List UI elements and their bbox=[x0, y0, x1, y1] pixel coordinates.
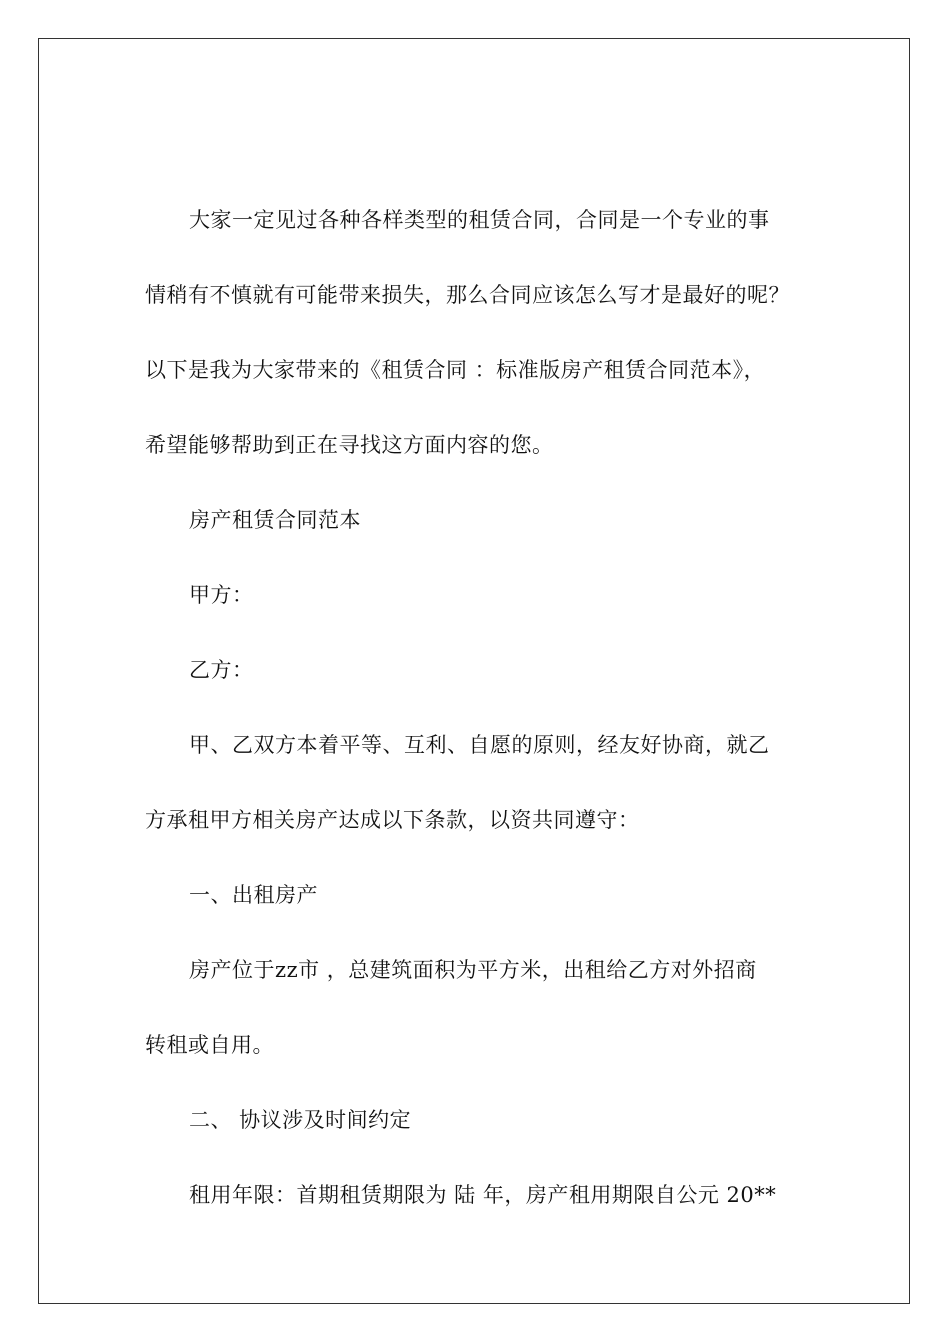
party-a-label: 甲方： bbox=[189, 583, 254, 607]
preamble-line-2: 方承租甲方相关房产达成以下条款，以资共同遵守： bbox=[145, 808, 640, 832]
contract-title: 房产租赁合同范本 bbox=[189, 508, 361, 532]
paragraph-intro-line-2: 情稍有不慎就有可能带来损失，那么合同应该怎么写才是最好的呢？ bbox=[145, 283, 790, 307]
section-heading-1: 一、出租房产 bbox=[189, 883, 318, 907]
party-b-label: 乙方： bbox=[189, 658, 254, 682]
section-2-line-1: 租用年限：首期租赁期限为 陆 年，房产租用期限自公元 20** bbox=[189, 1183, 777, 1207]
paragraph-intro-line-3: 以下是我为大家带来的《租赁合同 ：标准版房产租赁合同范本》， bbox=[145, 358, 766, 382]
section-1-line-2: 转租或自用。 bbox=[145, 1033, 274, 1057]
preamble-line-1: 甲、乙双方本着平等、互利、自愿的原则，经友好协商，就乙 bbox=[189, 733, 770, 757]
paragraph-intro-line-1: 大家一定见过各种各样类型的租赁合同，合同是一个专业的事 bbox=[189, 208, 770, 232]
paragraph-intro-line-4: 希望能够帮助到正在寻找这方面内容的您。 bbox=[145, 433, 554, 457]
section-heading-2: 二、 协议涉及时间约定 bbox=[189, 1108, 412, 1132]
section-1-line-1: 房产位于zz市 ，总建筑面积为平方米，出租给乙方对外招商 bbox=[189, 958, 757, 982]
